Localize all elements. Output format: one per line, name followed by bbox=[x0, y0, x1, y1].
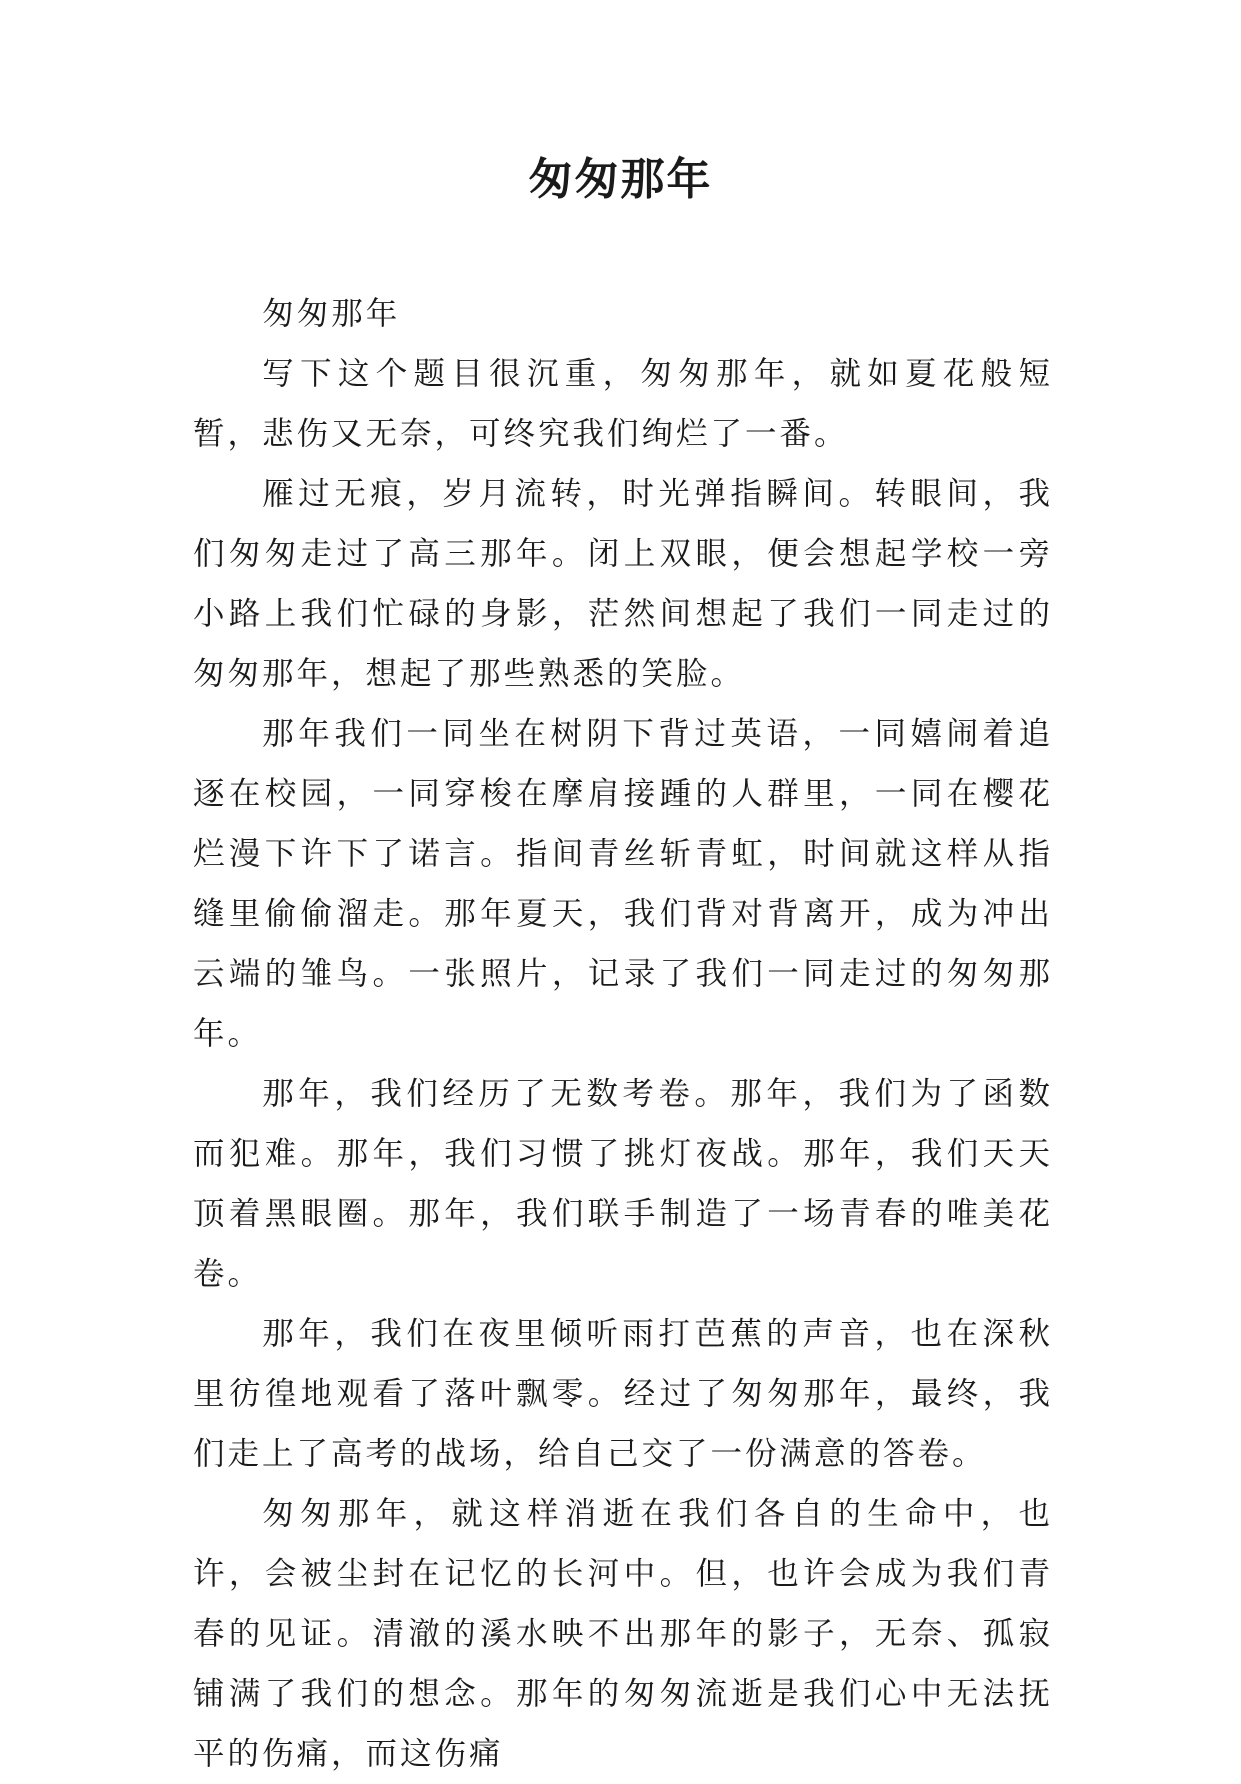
paragraph: 匆匆那年，就这样消逝在我们各自的生命中，也许，会被尘封在记忆的长河中。但，也许会成为我们青春的见证。清澈的溪水映不出那年的影子，无奈、孤寂铺满了我们的想念。那年的匆匆流逝是我们心中无法抚平的伤痛，而这伤痛 bbox=[193, 1496, 1053, 1772]
paragraph: 雁过无痕，岁月流转，时光弹指瞬间。转眼间，我们匆匆走过了高三那年。闭上双眼，便会想起学校一旁小路上我们忙碌的身影，茫然间想起了我们一同走过的匆匆那年，想起了那些熟悉的笑脸。 bbox=[193, 476, 1053, 692]
paragraph: 那年，我们在夜里倾听雨打芭蕉的声音，也在深秋里彷徨地观看了落叶飘零。经过了匆匆那年，最终，我们走上了高考的战场，给自己交了一份满意的答卷。 bbox=[193, 1316, 1053, 1472]
paragraph: 写下这个题目很沉重，匆匆那年，就如夏花般短暂，悲伤又无奈，可终究我们绚烂了一番。 bbox=[193, 356, 1053, 452]
document-title: 匆匆那年 bbox=[528, 154, 713, 205]
paragraph: 那年，我们经历了无数考卷。那年，我们为了函数而犯难。那年，我们习惯了挑灯夜战。那年，我们天天顶着黑眼圈。那年，我们联手制造了一场青春的唯美花卷。 bbox=[193, 1076, 1053, 1292]
paragraph-subtitle: 匆匆那年 bbox=[262, 296, 401, 332]
paragraph: 那年我们一同坐在树阴下背过英语，一同嬉闹着追逐在校园，一同穿梭在摩肩接踵的人群里，一同在樱花烂漫下许下了诺言。指间青丝斩青虹，时间就这样从指缝里偷偷溜走。那年夏天，我们背对背离开，成为冲出云端的雏鸟。一张照片，记录了我们一同走过的匆匆那年。 bbox=[193, 716, 1053, 1052]
document-body bbox=[193, 284, 1053, 1784]
